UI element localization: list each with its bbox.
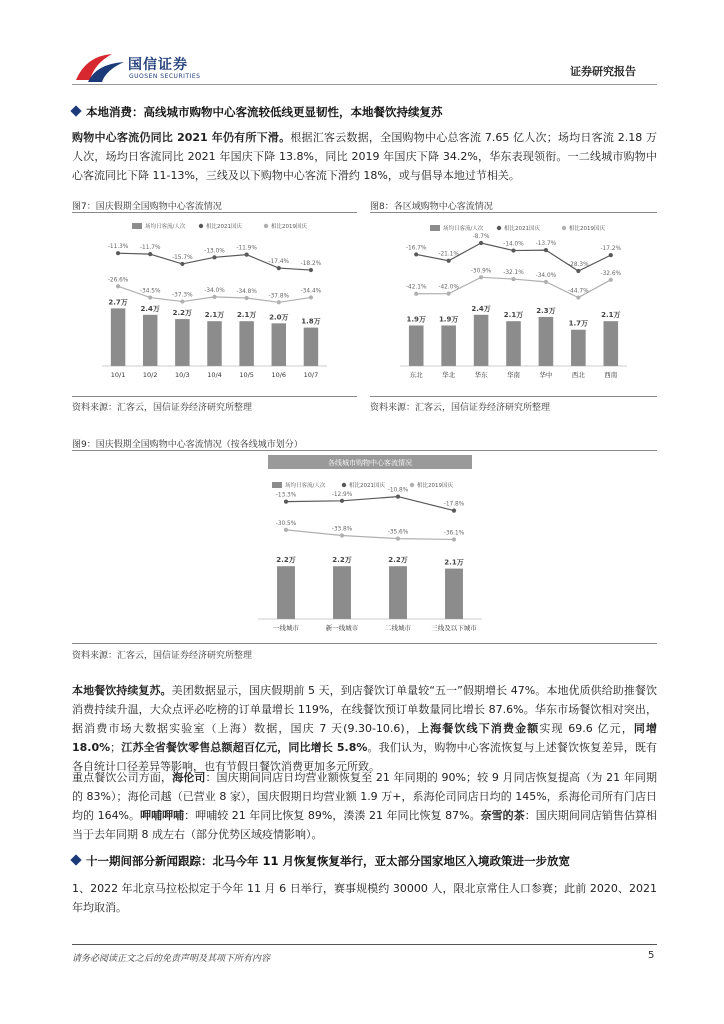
x-tick-新一线城市: 新一线城市 (325, 624, 359, 632)
bar-label-华中: 2.3万 (536, 306, 556, 315)
fig7-source: 资料来源：汇客云，国信证券经济研究所整理 (72, 403, 253, 413)
bar-10/4 (207, 321, 221, 366)
bar-华东 (474, 315, 489, 366)
logo-text-cn: 国信证券 (128, 57, 188, 73)
bar-10/1 (111, 308, 125, 366)
logo-icon (72, 50, 128, 86)
point-2019-新一线城市 (340, 533, 344, 537)
point-label-2019-三线及以下城市: -36.1% (443, 530, 465, 537)
point-label-2021-10/6: -17.4% (268, 259, 290, 266)
x-tick-二线城市: 二线城市 (385, 624, 411, 632)
point-label-2021-华中: -13.7% (535, 241, 557, 248)
point-2019-二线城市 (396, 537, 400, 541)
bar-label-10/3: 2.2万 (172, 309, 193, 318)
footer-divider (72, 944, 657, 945)
bar-10/3 (175, 319, 189, 366)
legend-swatch-bar (132, 223, 142, 229)
bar-label-10/2: 2.4万 (140, 304, 160, 313)
series-line-2019 (286, 530, 454, 540)
bar-label-华北: 1.9万 (438, 315, 459, 324)
fig8-title: 图8：各区域购物中心客流情况 (370, 202, 493, 212)
x-tick-10/2: 10/2 (142, 371, 158, 379)
fig8-bottom-rule (370, 396, 657, 397)
point-label-2019-华北: -42.0% (438, 284, 459, 291)
paragraph-beijing-marathon: 1、2022 年北京马拉松拟定于今年 11 月 6 日举行，赛事规模约 30000 人，限北京常住人口参赛；此前 2020、2021 年均取消。 (72, 882, 657, 914)
bar-label-华东: 2.4万 (471, 304, 491, 313)
x-tick-华中: 华中 (539, 371, 553, 379)
point-label-2019-二线城市: -35.6% (387, 529, 409, 536)
point-2019-10/4 (212, 295, 216, 299)
bar-label-10/5: 2.1万 (236, 311, 257, 320)
x-tick-一线城市: 一线城市 (273, 624, 299, 632)
point-2021-一线城市 (284, 500, 288, 504)
x-tick-东北: 东北 (409, 371, 423, 379)
point-label-2019-华南: -32.1% (503, 270, 524, 277)
legend-marker-2019 (562, 226, 566, 230)
point-label-2019-新一线城市: -33.8% (331, 526, 353, 533)
point-label-2021-西北: -28.3% (568, 262, 589, 268)
point-2019-西北 (576, 295, 580, 299)
point-label-2021-二线城市: -10.8% (387, 487, 409, 494)
point-label-2021-一线城市: -13.3% (275, 492, 297, 499)
point-label-2019-10/2: -34.5% (139, 288, 161, 295)
point-label-2019-10/5: -34.8% (236, 289, 257, 295)
section-title-news-tracking: 十一期间部分新闻跟踪：北马今年 11 月恢复恢复举行，亚太部分国家地区入境政策进一步放宽 (72, 853, 672, 869)
fig8-top-rule (370, 212, 657, 213)
point-label-2021-10/7: -18.2% (300, 261, 322, 268)
point-2019-一线城市 (284, 528, 288, 532)
point-2021-新一线城市 (340, 499, 344, 503)
diamond-bullet-icon (70, 105, 81, 116)
point-2019-10/1 (116, 284, 120, 288)
bar-10/5 (239, 321, 253, 366)
legend-label-2019: 相比2019国庆 (417, 483, 453, 489)
point-2019-东北 (414, 292, 418, 296)
point-2021-10/5 (245, 253, 249, 257)
point-label-2021-10/2: -11.7% (139, 245, 161, 252)
legend-label-2019: 相比2019国庆 (569, 226, 605, 232)
point-2021-10/7 (309, 268, 313, 272)
series-line-2021 (286, 497, 454, 511)
bar-label-二线城市: 2.2万 (388, 556, 408, 565)
bar-一线城市 (277, 566, 295, 619)
point-label-2021-华北: -21.1% (438, 251, 459, 258)
point-2021-二线城市 (396, 495, 400, 499)
legend-marker-2019 (264, 224, 268, 228)
bar-label-10/7: 1.8万 (301, 317, 321, 326)
point-2021-西南 (609, 253, 613, 257)
fig9-source: 资料来源：汇客云，国信证券经济研究所整理 (72, 651, 253, 661)
x-tick-10/3: 10/3 (175, 371, 190, 379)
bar-label-一线城市: 2.2万 (276, 556, 296, 565)
point-2021-华中 (544, 248, 548, 252)
point-2019-10/7 (309, 295, 313, 299)
point-2021-西北 (576, 269, 580, 273)
bar-西北 (571, 330, 586, 366)
point-label-2019-一线城市: -30.5% (275, 520, 297, 527)
legend-marker-2019 (410, 483, 414, 487)
point-2021-10/1 (116, 251, 120, 255)
point-label-2019-10/6: -37.8% (268, 293, 290, 300)
bar-10/7 (304, 328, 318, 366)
fig9-chart (250, 453, 490, 639)
fig8-source: 资料来源：汇客云，国信证券经济研究所整理 (370, 403, 551, 413)
legend-label-bar: 场均日客流/人次 (285, 483, 326, 489)
x-tick-10/1: 10/1 (110, 371, 126, 379)
bar-label-10/4: 2.1万 (204, 311, 225, 320)
bar-label-三线及以下城市: 2.1万 (444, 558, 464, 567)
x-tick-10/7: 10/7 (303, 371, 319, 379)
point-2019-华东 (479, 275, 483, 279)
fig9-bottom-rule (72, 643, 657, 644)
point-label-2021-新一线城市: -12.9% (331, 491, 353, 498)
fig7-top-rule (72, 212, 357, 213)
page-number: 5 (648, 950, 655, 961)
point-2021-华东 (479, 241, 483, 245)
chart-title-text: 各线城市购物中心客流情况 (328, 459, 412, 467)
paragraph-restaurant-companies: 重点餐饮公司方面，海伦司：国庆期间同店日均营业额恢复至 21 年同期的 90%；较 9 月同店恢复提高（为 21 年同期的 83%）；海伦司越（已营业 8 家），国庆假期日均营业额 1.9 万+，系海伦司同店日均的 145%，系海伦司所有门店日均的 164%。呷哺呷哺：呷哺较 21 年同比恢复 89%，湊湊 21 年同比恢复 87%。奈雪的茶：国庆期间同店销售估算相当于去年同期 8 成左右（部分优势区域疫情影响）。 (72, 771, 658, 841)
point-label-2021-华南: -14.0% (503, 241, 524, 248)
point-label-2019-华东: -30.9% (470, 268, 492, 275)
bar-三线及以下城市 (445, 569, 463, 619)
paragraph-dining-recovery: 本地餐饮持续复苏。美团数据显示，国庆假期前 5 天，到店餐饮订单量较“五一”假期增长 47%。本地优质供给助推餐饮消费持续升温，大众点评必吃榜的订单量增长 119%，在线餐饮预订单数量同比增长 87.6%。华东市场餐饮相对突出，据消费市场大数据实验室（上海）数据，国庆 7 天(9.30-10.6)，上海餐饮线下消费金额实现 69.6 亿元，同增 18.0%；江苏全省餐饮零售总额超百亿元，同比增长 5.8%。我们认为，购物中心客流恢复与上述餐饮恢复差异，既有各自统计口径差异等影响，也有节假日餐饮消费更加多元所致。 (72, 684, 657, 773)
point-label-2021-三线及以下城市: -17.8% (443, 501, 465, 508)
x-tick-华东: 华东 (474, 371, 488, 379)
bar-10/6 (272, 323, 286, 366)
fig7-bottom-rule (72, 396, 357, 397)
fig7-title: 图7：国庆假期全国购物中心客流情况 (72, 202, 222, 212)
point-label-2019-西南: -32.6% (600, 270, 622, 277)
x-tick-西南: 西南 (604, 371, 618, 379)
point-2021-10/6 (277, 266, 281, 270)
fig9-top-rule (72, 450, 657, 451)
point-label-2021-华东: -8.7% (472, 234, 490, 240)
point-2019-华北 (447, 292, 451, 296)
point-2021-华南 (511, 248, 515, 252)
point-label-2019-华中: -34.0% (535, 272, 557, 279)
bar-华南 (506, 321, 521, 366)
legend-swatch-bar (272, 482, 282, 488)
x-tick-华北: 华北 (442, 371, 456, 379)
bar-label-华南: 2.1万 (503, 311, 524, 320)
x-tick-10/6: 10/6 (271, 371, 287, 379)
bar-label-东北: 1.9万 (406, 315, 426, 324)
legend-label-bar: 场均日客流/人次 (443, 226, 484, 232)
point-label-2019-西北: -44.7% (568, 288, 589, 295)
x-tick-10/4: 10/4 (207, 371, 222, 379)
bar-二线城市 (389, 566, 407, 619)
bar-新一线城市 (333, 566, 351, 619)
bar-华北 (441, 325, 456, 366)
point-2019-华南 (511, 277, 515, 281)
bar-label-新一线城市: 2.2万 (332, 556, 352, 565)
point-2021-10/3 (180, 262, 184, 266)
legend-label-bar: 场均日客流/人次 (145, 224, 186, 230)
legend-label-2021: 相比2021国庆 (206, 224, 242, 230)
bar-东北 (409, 325, 424, 366)
fig8-chart (370, 214, 657, 396)
legend-label-2019: 相比2019国庆 (271, 224, 307, 230)
point-label-2021-东北: -16.7% (405, 245, 427, 252)
bar-label-10/1: 2.7万 (108, 298, 128, 307)
point-2019-10/3 (180, 299, 184, 303)
bar-华中 (539, 317, 554, 366)
point-2021-三线及以下城市 (452, 509, 456, 513)
x-tick-西北: 西北 (571, 371, 585, 379)
fig9-title: 图9：国庆假期全国购物中心客流情况（按各线城市划分） (72, 440, 303, 450)
logo-mark (72, 50, 128, 86)
header-divider (72, 84, 657, 85)
logo-text-en: GUOSEN SECURITIES (129, 73, 201, 80)
legend-label-2021: 相比2021国庆 (504, 226, 540, 232)
point-label-2019-东北: -42.1% (405, 284, 427, 291)
section-title-local-consumption: 本地消费：高线城市购物中心客流较低线更显韧性，本地餐饮持续复苏 (72, 104, 657, 120)
bar-label-10/6: 2.0万 (269, 313, 289, 322)
point-2019-10/6 (277, 300, 281, 304)
x-tick-华南: 华南 (507, 371, 520, 379)
point-label-2021-10/3: -15.7% (172, 254, 193, 261)
bar-label-西南: 2.1万 (601, 311, 621, 320)
point-label-2019-10/7: -34.4% (300, 288, 322, 295)
point-label-2019-10/3: -37.3% (172, 292, 193, 299)
point-2019-10/5 (245, 296, 249, 300)
point-label-2021-西南: -17.2% (600, 246, 622, 253)
bar-10/2 (143, 315, 157, 366)
point-2021-10/4 (212, 255, 216, 259)
point-2021-华北 (447, 259, 451, 263)
point-2021-10/2 (148, 252, 152, 256)
bar-label-西北: 1.7万 (568, 319, 589, 328)
point-2019-华中 (544, 280, 548, 284)
point-2019-西南 (609, 278, 613, 282)
point-label-2019-10/4: -34.0% (204, 287, 225, 294)
diamond-bullet-icon (70, 854, 81, 865)
point-2021-东北 (414, 252, 418, 256)
point-2019-三线及以下城市 (452, 537, 456, 541)
fig7-chart (72, 214, 357, 396)
point-label-2021-10/1: -11.3% (107, 244, 129, 251)
bar-西南 (603, 321, 618, 366)
legend-marker-2021 (199, 224, 203, 228)
x-tick-三线及以下城市: 三线及以下城市 (431, 624, 477, 632)
footer-disclaimer: 请务必阅读正文之后的免责声明及其项下所有内容 (72, 954, 271, 964)
point-label-2019-10/1: -26.6% (107, 277, 129, 284)
point-label-2021-10/4: -13.0% (204, 248, 225, 255)
paragraph-mall-traffic: 购物中心客流仍同比 2021 年仍有所下滑。根据汇客云数据，全国购物中心总客流 7.65 亿人次；场均日客流 2.18 万人次，场均日客流同比 2021 年国庆下降 13.8%，同比 2019 年国庆下降 34.2%，华东表现领衔。一二线城市购物中心客流同比下降 11-13%，三线及以下购物中心客流下滑约 18%，或与倡导本地过节相关。 (72, 131, 657, 182)
report-type: 证券研究报告 (570, 65, 636, 78)
point-label-2021-10/5: -11.9% (236, 245, 257, 252)
legend-marker-2021 (497, 226, 501, 230)
legend-label-2021: 相比2021国庆 (349, 483, 385, 489)
legend-marker-2021 (342, 483, 346, 487)
point-2019-10/2 (148, 295, 152, 299)
x-tick-10/5: 10/5 (239, 371, 254, 379)
legend-swatch-bar (430, 225, 440, 231)
